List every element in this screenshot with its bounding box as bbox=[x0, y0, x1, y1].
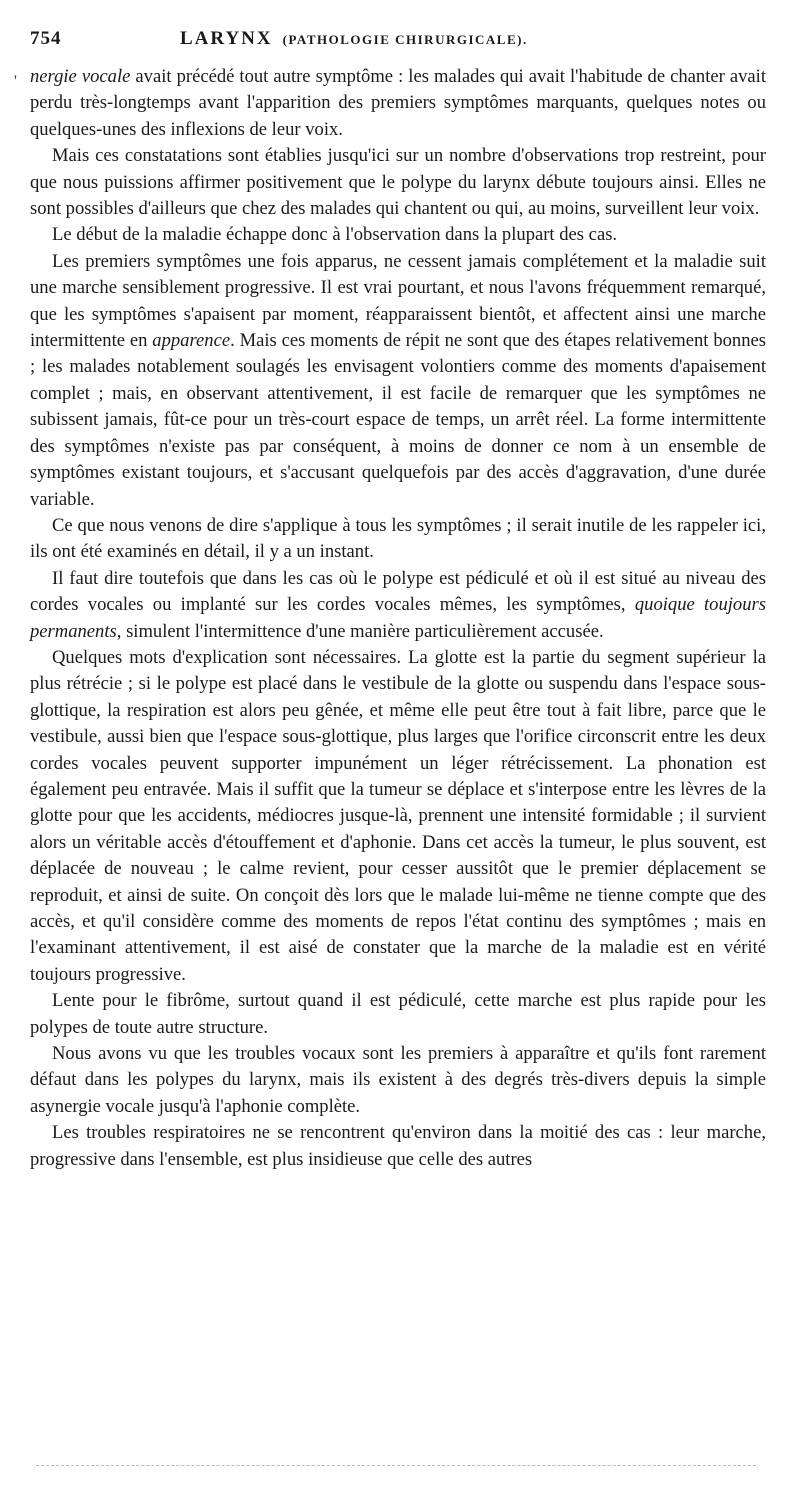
paragraph-9: Nous avons vu que les troubles vocaux sont les premiers à apparaître et qu'ils font rarement défaut dans les polypes du larynx, mais ils existent à des degrés très-divers depuis la simple asynergie vocale jusqu'à l'aphonie complète. bbox=[30, 1043, 766, 1117]
running-head bbox=[30, 28, 766, 64]
paragraph-text: Les premiers symptômes une fois apparus, ne cessent jamais complétement et la maladie suit une marche sensiblement progressive. Il est vrai pourtant, et nous l'avons fréquemment remarqué, que les symptômes s'apaisent par moment, réapparaissent bientôt, et affectent ainsi une marche intermittente en bbox=[30, 250, 766, 352]
italic-term: quoique toujours permanents bbox=[30, 594, 767, 642]
paragraph-text: , simulent l'intermittence d'une manière particulièrement accusée. bbox=[116, 620, 604, 642]
paragraph-2: Mais ces constatations sont établies jusqu'ici sur un nombre d'observations trop restreint, pour que nous puissions affirmer positivement que le polype du larynx débute toujours ainsi. Elles ne sont possibles d'ailleurs que chez des malades qui chantent ou qui, au moins, surveillent leur voix. bbox=[30, 145, 766, 220]
margin-mark: ' bbox=[14, 73, 17, 90]
body-text bbox=[30, 64, 766, 1173]
italic-term: nergie vocale bbox=[30, 66, 131, 87]
paragraph-text: avait précédé tout autre symptôme : les malades qui avait l'habitude de chanter avait perdu très-longtemps avant l'apparition des premiers symptômes marquants, quelques notes ou quelques-unes des inflexions de leur voix. bbox=[30, 66, 766, 140]
paragraph-6 bbox=[30, 566, 766, 645]
running-head-subtitle: (PATHOLOGIE CHIRURGICALE). bbox=[282, 32, 528, 47]
paragraph-3: Le début de la maladie échappe donc à l'observation dans la plupart des cas. bbox=[52, 224, 618, 246]
book-page bbox=[30, 28, 766, 1173]
paragraph-text: Il faut dire toutefois que dans les cas où le polype est pédiculé et où il est situé au niveau des cordes vocales ou implanté sur les cordes vocales mêmes, les symptômes, bbox=[30, 567, 766, 616]
paragraph-1 bbox=[30, 64, 766, 143]
running-head-title: LARYNX bbox=[180, 28, 273, 49]
paragraph-text: . Mais ces moments de répit ne sont que des étapes relativement bonnes ; les malades notablement soulagés les envisagent volontiers comme des moments d'apaisement complet ; mais, en observant attentivement, il est facile de remarquer que les symptômes ne subissent jamais, fût-ce pour un très-court espace de temps, un arrêt réel. La forme intermittente des symptômes n'existe pas par conséquent, à moins de donner ce nom à un ensemble de symptômes existant toujours, et s'accusant quelquefois par des accès d'aggravation, d'une durée variable. bbox=[30, 330, 766, 510]
italic-term: apparence bbox=[152, 330, 231, 352]
paragraph-4 bbox=[30, 249, 766, 513]
paragraph-10: Les troubles respiratoires ne se rencontrent qu'environ dans la moitié des cas : leur marche, progressive dans l'ensemble, est plus insidieuse que celle des autres bbox=[30, 1122, 766, 1170]
bottom-rule bbox=[36, 1465, 756, 1466]
paragraph-5: Ce que nous venons de dire s'applique à tous les symptômes ; il serait inutile de les rappeler ici, ils ont été examinés en détail, il y a un instant. bbox=[30, 514, 766, 563]
paragraph-7: Quelques mots d'explication sont nécessaires. La glotte est la partie du segment supérieur la plus rétrécie ; si le polype est placé dans le vestibule de la glotte ou suspendu dans l'espace sous-glottique, la respiration est alors peu gênée, et même elle peut être tout à fait libre, parce que le vestibule, aussi bien que l'espace sous-glottique, plus larges que l'orifice circonscrit entre les deux cordes vocales peuvent supporter impunément un léger rétrécissement. La phonation est également peu entravée. Mais il suffit que la tumeur se déplace et s'interpose entre les lèvres de la glotte pour que les accidents, médiocres jusque-là, prennent une intensité formidable ; il survient alors un véritable accès d'étouffement et d'aphonie. Dans cet accès la tumeur, le plus souvent, est déplacée de nouveau ; le calme revient, pour cesser aussitôt que le premier déplacement se reproduit, et ainsi de suite. On conçoit dès lors que le malade lui-même ne tienne compte que des accès, et qu'il considère comme des moments de repos l'état continu des symptômes ; mais en l'examinant attentivement, il est aisé de constater que la marche de la maladie est en vérité toujours progressive. bbox=[30, 646, 766, 985]
paragraph-8: Lente pour le fibrôme, surtout quand il est pédiculé, cette marche est plus rapide pour les polypes de toute autre structure. bbox=[30, 990, 766, 1038]
page-number: 754 bbox=[30, 28, 62, 49]
